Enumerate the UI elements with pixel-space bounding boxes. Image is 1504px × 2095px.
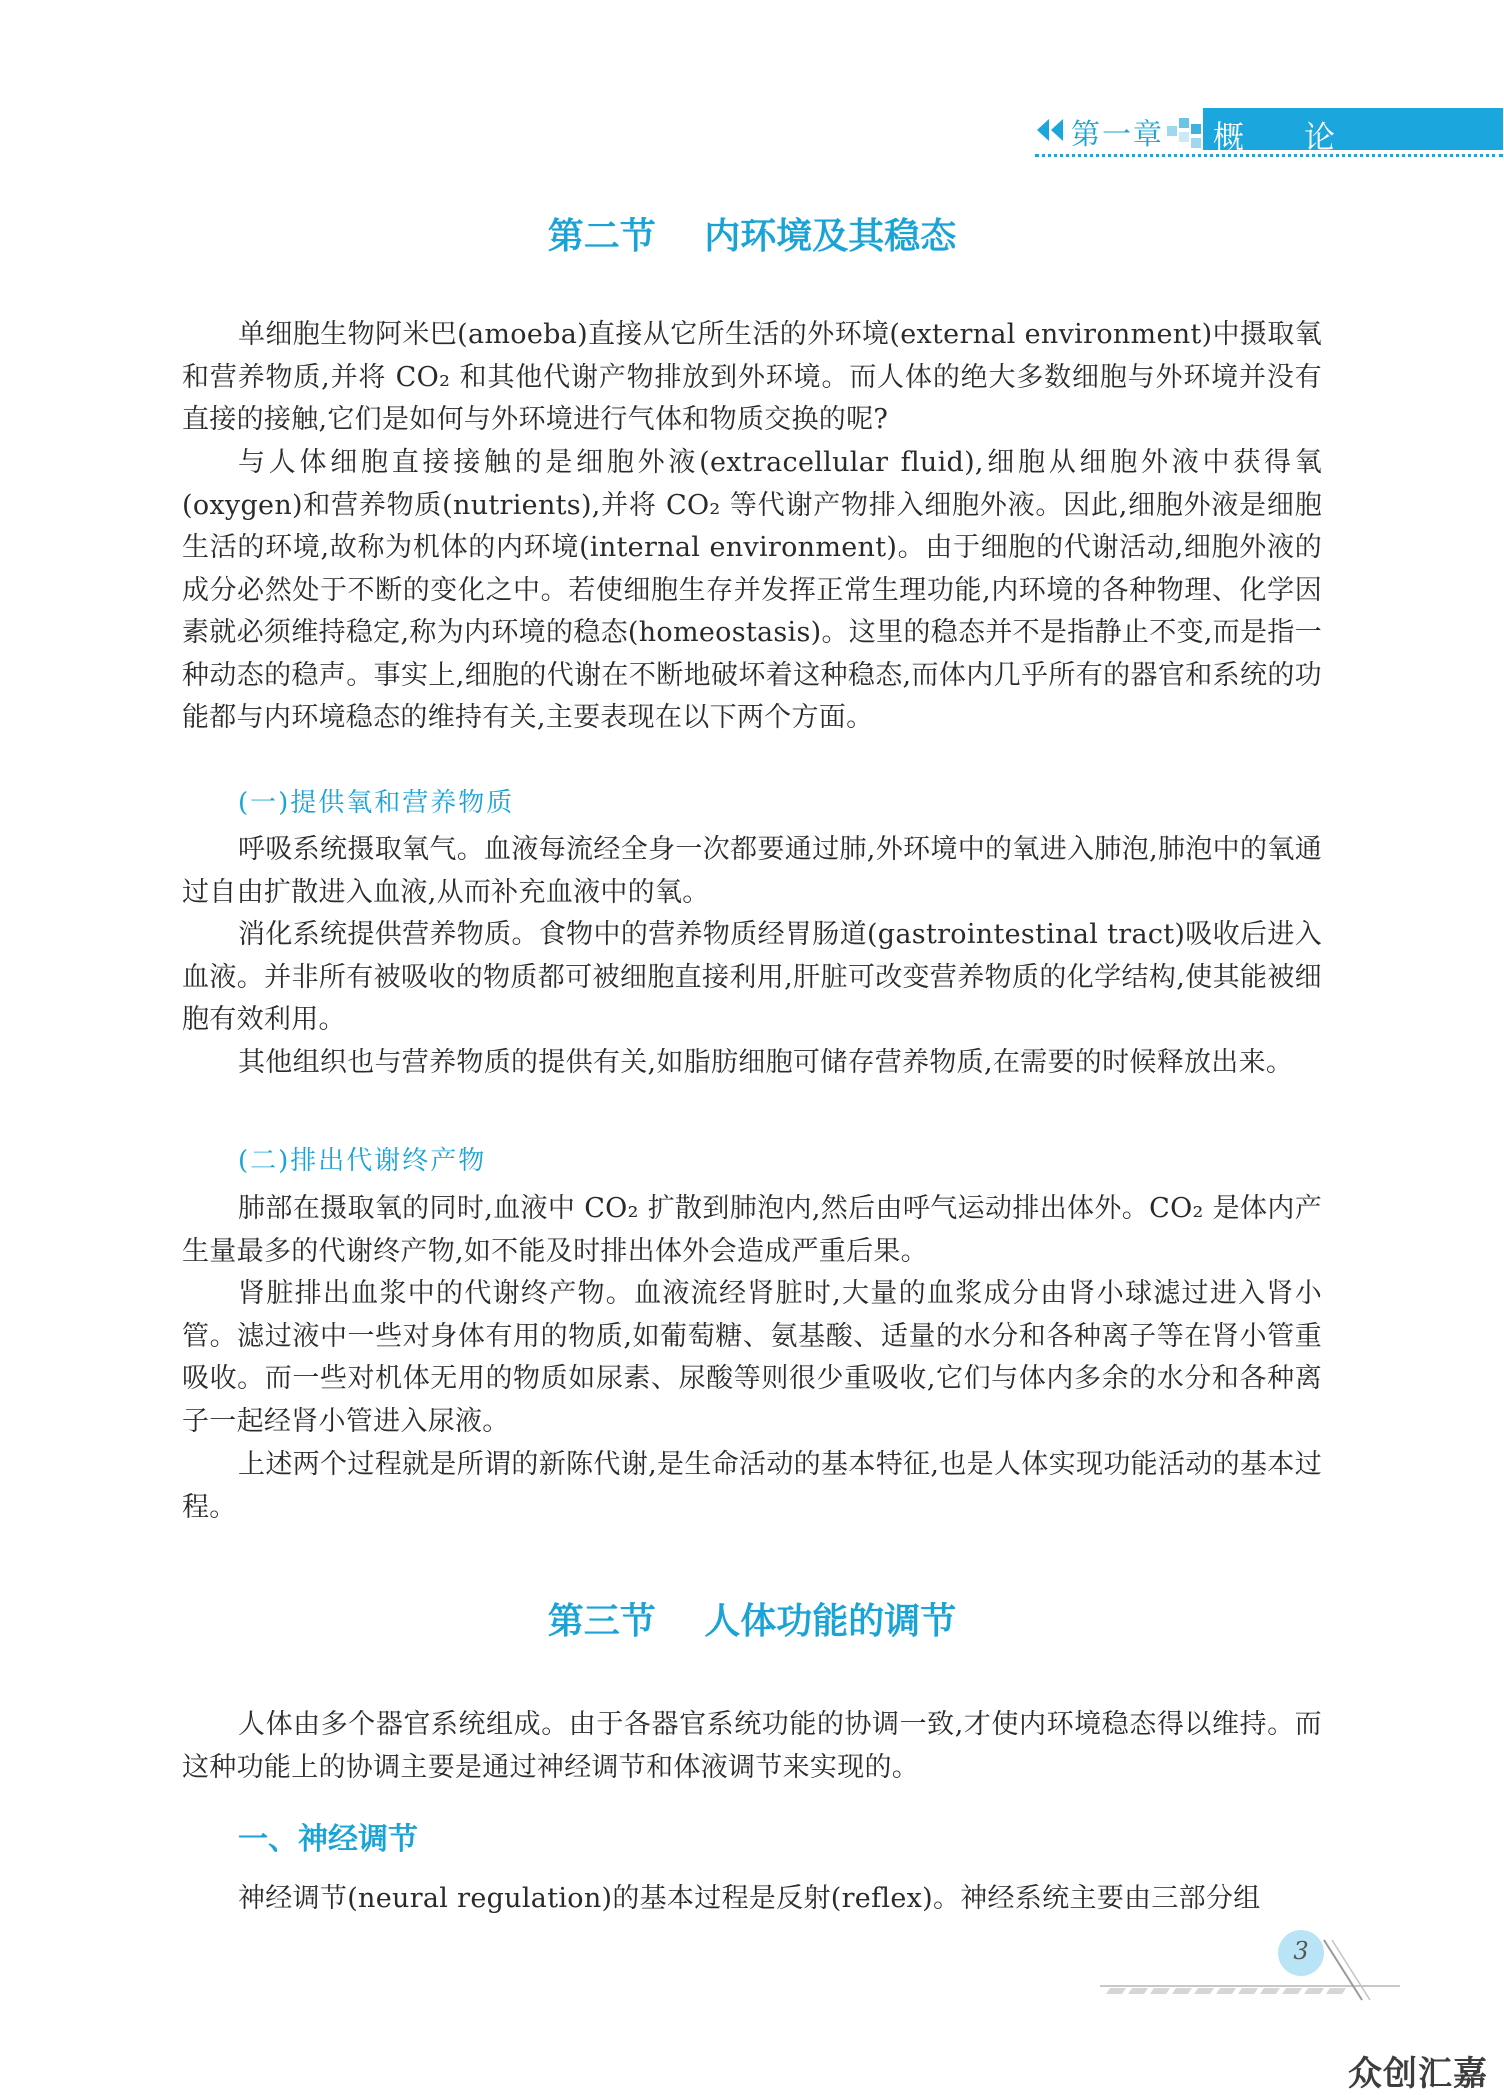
page-number: 3 [1293, 1937, 1309, 1965]
paragraph: 肺部在摄取氧的同时,血液中 CO₂ 扩散到肺泡内,然后由呼气运动排出体外。CO₂ 是体内产生量最多的代谢终产物,如不能及时排出体外会造成严重后果。 [182, 1193, 1322, 1267]
subsection-title: 一、神经调节 [238, 1822, 418, 1857]
section-title: 第三节 人体功能的调节 [547, 1601, 957, 1642]
paragraph: 消化系统提供营养物质。食物中的营养物质经胃肠道(gastrointestinal tract)吸收后进入血液。并非所有被吸收的物质都可被细胞直接利用,肝脏可改变营养物质的化学结构,使其能被细胞有效利用。 [182, 919, 1322, 1035]
watermark-text: 众创汇嘉 [1348, 2054, 1488, 2094]
section-title: 第二节 内环境及其稳态 [547, 216, 957, 257]
page-footer [1100, 1930, 1400, 2010]
paragraph: 单细胞生物阿米巴(amoeba)直接从它所生活的外环境(external environment)中摄取氧和营养物质,并将 CO₂ 和其他代谢产物排放到外环境。而人体的绝大多数细胞与外环境并没有直接的接触,它们是如何与外环境进行气体和物质交换的呢? [182, 319, 1322, 435]
paragraph: 上述两个过程就是所谓的新陈代谢,是生命活动的基本特征,也是人体实现功能活动的基本过程。 [182, 1449, 1322, 1523]
chapter-title: 概论 [1213, 120, 1395, 156]
double-arrow-left-icon [1035, 117, 1065, 143]
running-header [1035, 108, 1503, 154]
paragraph: 肾脏排出血浆中的代谢终产物。血液流经肾脏时,大量的血浆成分由肾小球滤过进入肾小管。滤过液中一些对身体有用的物质,如葡萄糖、氨基酸、适量的水分和各种离子等在肾小管重吸收。而一些对机体无用的物质如尿素、尿酸等则很少重吸收,它们与体内多余的水分和各种离子一起经肾小管进入尿液。 [182, 1278, 1322, 1437]
subsection-title: (二)排出代谢终产物 [238, 1146, 487, 1176]
paragraph: 人体由多个器官系统组成。由于各器官系统功能的协调一致,才使内环境稳态得以维持。而这种功能上的协调主要是通过神经调节和体液调节来实现的。 [182, 1709, 1322, 1783]
paragraph: 其他组织也与营养物质的提供有关,如脂肪细胞可储存营养物质,在需要的时候释放出来。 [238, 1047, 1294, 1078]
subsection-title: (一)提供氧和营养物质 [238, 788, 515, 818]
header-dotted-rule [1035, 154, 1503, 157]
paragraph: 与人体细胞直接接触的是细胞外液(extracellular fluid),细胞从细胞外液中获得氧(oxygen)和营养物质(nutrients),并将 CO₂ 等代谢产物排入细胞外液。因此,细胞外液是细胞生活的环境,故称为机体的内环境(internal environment)。由于细胞的代谢活动,细胞外液的成分必然处于不断的变化之中。若使细胞生存并发挥正常生理功能,内环境的各种物理、化学因素就必须维持稳定,称为内环境的稳态(homeostasis)。这里的稳态并不是指静止不变,而是指一种动态的稳声。事实上,细胞的代谢在不断地破坏着这种稳态,而体内几乎所有的器官和系统的功能都与内环境稳态的维持有关,主要表现在以下两个方面。 [182, 447, 1322, 733]
footer-decoration-icon [1100, 1930, 1400, 2010]
chapter-label: 第一章 [1071, 117, 1165, 151]
paragraph: 神经调节(neural regulation)的基本过程是反射(reflex)。神经系统主要由三部分组 [238, 1883, 1261, 1914]
paragraph: 呼吸系统摄取氧气。血液每流经全身一次都要通过肺,外环境中的氧进入肺泡,肺泡中的氧通过自由扩散进入血液,从而补充血液中的氧。 [182, 834, 1322, 908]
page-number-badge [1278, 1930, 1324, 1976]
